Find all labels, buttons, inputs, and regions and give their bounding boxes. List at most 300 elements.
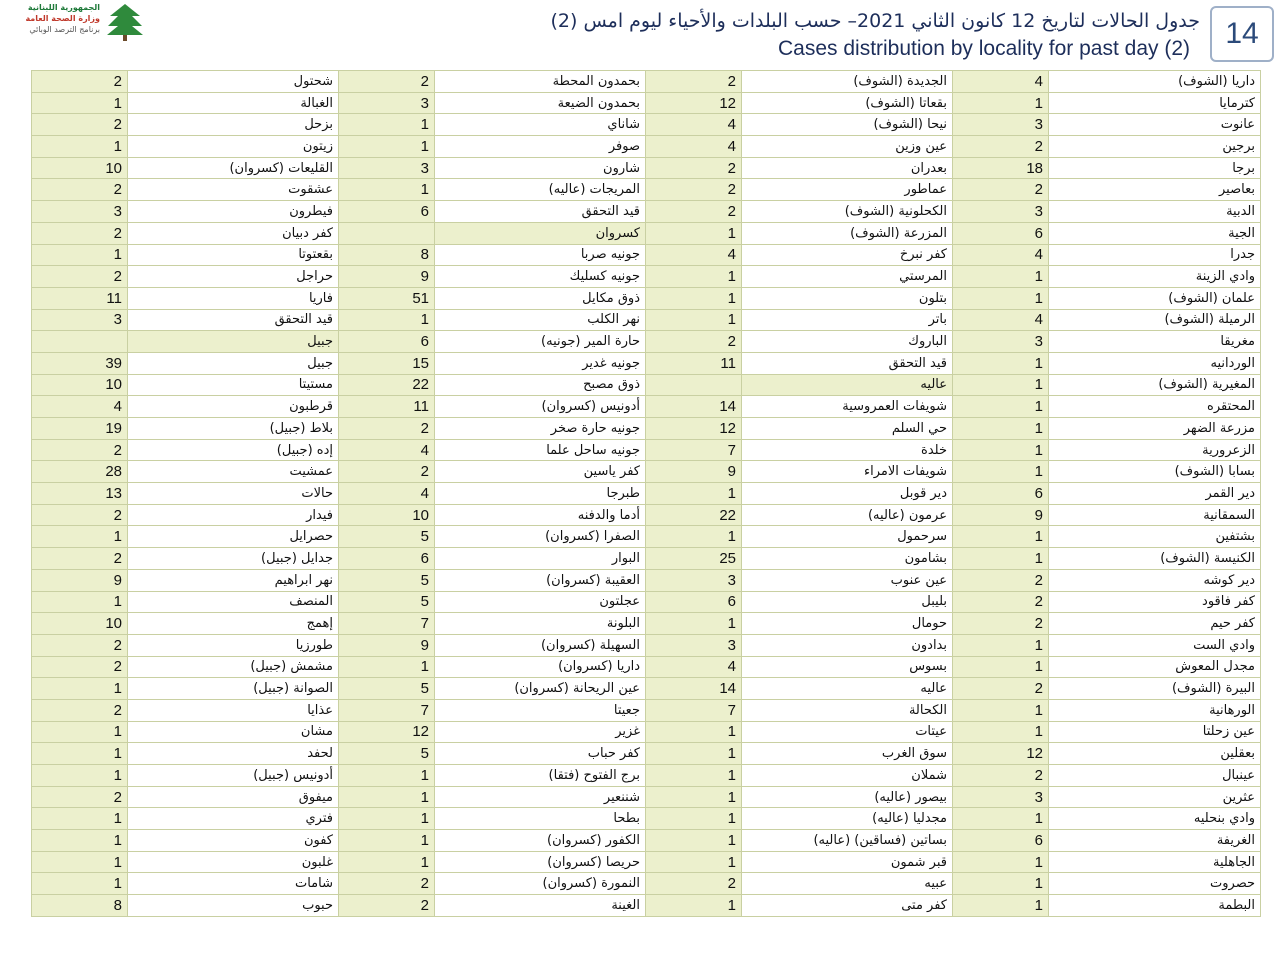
- locality-name-cell: الزعرورية: [1049, 439, 1261, 461]
- case-count-cell: 2: [32, 656, 128, 678]
- table-row: [32, 222, 1261, 244]
- locality-name-cell: وادي بنحليه: [1049, 808, 1261, 830]
- cases-table: [31, 70, 1261, 917]
- locality-name-cell: عينبال: [1049, 765, 1261, 787]
- locality-name-cell: غلبون: [128, 851, 339, 873]
- locality-name-cell: الغينة: [435, 895, 646, 917]
- case-count-cell: 3: [953, 114, 1049, 136]
- locality-name-cell: مشمش (جبيل): [128, 656, 339, 678]
- case-count-cell: 4: [953, 309, 1049, 331]
- locality-name-cell: الغبالة: [128, 92, 339, 114]
- locality-name-cell: بتلون: [742, 287, 953, 309]
- locality-name-cell: عماطور: [742, 179, 953, 201]
- locality-name-cell: الجية: [1049, 222, 1261, 244]
- table-row: [32, 656, 1261, 678]
- case-count-cell: 1: [32, 721, 128, 743]
- locality-name-cell: عاليه: [742, 374, 953, 396]
- case-count-cell: 5: [339, 591, 435, 613]
- table-row: [32, 526, 1261, 548]
- case-count-cell: 2: [953, 678, 1049, 700]
- locality-name-cell: صوفر: [435, 136, 646, 158]
- locality-name-cell: بلاط (جبيل): [128, 418, 339, 440]
- case-count-cell: 6: [339, 331, 435, 353]
- locality-name-cell: فيدار: [128, 504, 339, 526]
- table-row: [32, 374, 1261, 396]
- locality-name-cell: البوار: [435, 548, 646, 570]
- locality-name-cell: المريجات (عاليه): [435, 179, 646, 201]
- locality-name-cell: البيرة (الشوف): [1049, 678, 1261, 700]
- case-count-cell: 2: [339, 461, 435, 483]
- case-count-cell: 19: [32, 418, 128, 440]
- case-count-cell: 9: [32, 569, 128, 591]
- locality-name-cell: جبيل: [128, 331, 339, 353]
- locality-name-cell: كفر حيم: [1049, 613, 1261, 635]
- locality-name-cell: المحتقره: [1049, 396, 1261, 418]
- case-count-cell: 1: [953, 721, 1049, 743]
- locality-name-cell: عين وزين: [742, 136, 953, 158]
- case-count-cell: 2: [32, 634, 128, 656]
- locality-name-cell: بعقلين: [1049, 743, 1261, 765]
- table-row: [32, 721, 1261, 743]
- locality-name-cell: الكنيسة (الشوف): [1049, 548, 1261, 570]
- locality-name-cell: بليبل: [742, 591, 953, 613]
- table-row: [32, 895, 1261, 917]
- locality-name-cell: إده (جبيل): [128, 439, 339, 461]
- case-count-cell: 9: [339, 266, 435, 288]
- locality-name-cell: كفر فاقود: [1049, 591, 1261, 613]
- case-count-cell: 2: [953, 591, 1049, 613]
- case-count-cell: 10: [32, 157, 128, 179]
- table-row: [32, 201, 1261, 223]
- locality-name-cell: سرحمول: [742, 526, 953, 548]
- locality-name-cell: الجاهلية: [1049, 851, 1261, 873]
- case-count-cell: 1: [953, 808, 1049, 830]
- case-count-cell: 1: [953, 92, 1049, 114]
- case-count-cell: 4: [646, 136, 742, 158]
- locality-name-cell: بقعتوتا: [128, 244, 339, 266]
- locality-name-cell: الغريفة: [1049, 830, 1261, 852]
- locality-name-cell: نهر ابراهيم: [128, 569, 339, 591]
- locality-name-cell: حي السلم: [742, 418, 953, 440]
- case-count-cell: 7: [646, 699, 742, 721]
- case-count-cell: 5: [339, 678, 435, 700]
- locality-name-cell: جدايل (جبيل): [128, 548, 339, 570]
- locality-name-cell: فيطرون: [128, 201, 339, 223]
- locality-name-cell: عيتات: [742, 721, 953, 743]
- case-count-cell: 5: [339, 569, 435, 591]
- table-row: [32, 461, 1261, 483]
- locality-name-cell: بحمدون المحطة: [435, 71, 646, 93]
- table-row: [32, 439, 1261, 461]
- case-count-cell: 1: [32, 851, 128, 873]
- locality-name-cell: حصرايل: [128, 526, 339, 548]
- case-count-cell: 1: [32, 244, 128, 266]
- case-count-cell: 2: [953, 179, 1049, 201]
- locality-name-cell: عاليه: [742, 678, 953, 700]
- table-row: [32, 678, 1261, 700]
- locality-name-cell: جونيه حارة صخر: [435, 418, 646, 440]
- case-count-cell: 11: [646, 352, 742, 374]
- table-row: [32, 808, 1261, 830]
- locality-name-cell: عين زحلتا: [1049, 721, 1261, 743]
- case-count-cell: 3: [339, 92, 435, 114]
- org-line-1: الجمهورية اللبنانية: [27, 3, 100, 12]
- case-count-cell: 4: [646, 114, 742, 136]
- case-count-cell: 1: [953, 266, 1049, 288]
- case-count-cell: 1: [646, 895, 742, 917]
- locality-name-cell: الكحالة: [742, 699, 953, 721]
- case-count-cell: 2: [32, 699, 128, 721]
- locality-name-cell: شملان: [742, 765, 953, 787]
- locality-name-cell: برجا: [1049, 157, 1261, 179]
- case-count-cell: 1: [953, 461, 1049, 483]
- case-count-cell: 1: [32, 808, 128, 830]
- locality-name-cell: حراجل: [128, 266, 339, 288]
- case-count-cell: 1: [339, 765, 435, 787]
- locality-name-cell: قيد التحقق: [742, 352, 953, 374]
- case-count-cell: 2: [32, 548, 128, 570]
- locality-name-cell: عين عنوب: [742, 569, 953, 591]
- locality-name-cell: غزير: [435, 721, 646, 743]
- case-count-cell: 3: [32, 201, 128, 223]
- case-count-cell: 1: [32, 526, 128, 548]
- table-row: [32, 136, 1261, 158]
- case-count-cell: 6: [953, 483, 1049, 505]
- locality-name-cell: عجلتون: [435, 591, 646, 613]
- case-count-cell: 4: [646, 244, 742, 266]
- case-count-cell: 2: [953, 765, 1049, 787]
- case-count-cell: 12: [953, 743, 1049, 765]
- locality-name-cell: كفر نبرخ: [742, 244, 953, 266]
- locality-name-cell: الكفور (كسروان): [435, 830, 646, 852]
- locality-name-cell: مجدليا (عاليه): [742, 808, 953, 830]
- case-count-cell: 25: [646, 548, 742, 570]
- case-count-cell: 2: [32, 786, 128, 808]
- case-count-cell: 3: [646, 569, 742, 591]
- locality-name-cell: المغيرية (الشوف): [1049, 374, 1261, 396]
- locality-name-cell: شويفات الامراء: [742, 461, 953, 483]
- case-count-cell: 2: [32, 114, 128, 136]
- case-count-cell: 2: [32, 222, 128, 244]
- case-count-cell: 1: [953, 374, 1049, 396]
- locality-name-cell: زيتون: [128, 136, 339, 158]
- table-row: [32, 765, 1261, 787]
- locality-name-cell: كترمايا: [1049, 92, 1261, 114]
- locality-name-cell: كفر متى: [742, 895, 953, 917]
- case-count-cell: 2: [953, 569, 1049, 591]
- case-count-cell: 1: [32, 678, 128, 700]
- locality-name-cell: جعيتا: [435, 699, 646, 721]
- table-row: [32, 569, 1261, 591]
- case-count-cell: 10: [32, 374, 128, 396]
- page-header: [0, 0, 1280, 66]
- case-count-cell: 1: [32, 830, 128, 852]
- case-count-cell: 1: [953, 548, 1049, 570]
- case-count-cell: 18: [953, 157, 1049, 179]
- case-count-cell: 9: [953, 504, 1049, 526]
- case-count-cell: 1: [32, 743, 128, 765]
- case-count-cell: 1: [339, 179, 435, 201]
- locality-name-cell: مستيتا: [128, 374, 339, 396]
- locality-name-cell: مغريقا: [1049, 331, 1261, 353]
- locality-name-cell: جدرا: [1049, 244, 1261, 266]
- case-count-cell: 5: [339, 526, 435, 548]
- case-count-cell: 1: [339, 136, 435, 158]
- locality-name-cell: قيد التحقق: [435, 201, 646, 223]
- locality-name-cell: بقعاتا (الشوف): [742, 92, 953, 114]
- case-count-cell: 14: [646, 396, 742, 418]
- case-count-cell: 11: [32, 287, 128, 309]
- case-count-cell: 2: [646, 331, 742, 353]
- locality-name-cell: خلدة: [742, 439, 953, 461]
- case-count-cell: 1: [339, 114, 435, 136]
- case-count-cell: 3: [32, 309, 128, 331]
- locality-name-cell: المزرعة (الشوف): [742, 222, 953, 244]
- case-count-cell: 3: [646, 634, 742, 656]
- case-count-cell: 4: [953, 71, 1049, 93]
- locality-name-cell: بحمدون الضيعة: [435, 92, 646, 114]
- case-count-cell: [646, 374, 742, 396]
- locality-name-cell: جبيل: [128, 352, 339, 374]
- locality-name-cell: دير قوبل: [742, 483, 953, 505]
- case-count-cell: 1: [953, 287, 1049, 309]
- locality-name-cell: بدادون: [742, 634, 953, 656]
- locality-name-cell: مشان: [128, 721, 339, 743]
- locality-name-cell: بطحا: [435, 808, 646, 830]
- locality-name-cell: الدبية: [1049, 201, 1261, 223]
- locality-name-cell: القليعات (كسروان): [128, 157, 339, 179]
- locality-name-cell: بيصور (عاليه): [742, 786, 953, 808]
- locality-name-cell: كفون: [128, 830, 339, 852]
- case-count-cell: 1: [339, 656, 435, 678]
- case-count-cell: 5: [339, 743, 435, 765]
- case-count-cell: 6: [339, 548, 435, 570]
- locality-name-cell: ذوق مصبح: [435, 374, 646, 396]
- locality-name-cell: عانوت: [1049, 114, 1261, 136]
- table-row: [32, 71, 1261, 93]
- table-row: [32, 634, 1261, 656]
- case-count-cell: 1: [32, 136, 128, 158]
- table-row: [32, 786, 1261, 808]
- locality-name-cell: شننعير: [435, 786, 646, 808]
- case-count-cell: 3: [339, 157, 435, 179]
- table-row: [32, 244, 1261, 266]
- locality-name-cell: كسروان: [435, 222, 646, 244]
- table-row: [32, 396, 1261, 418]
- case-count-cell: 1: [953, 656, 1049, 678]
- locality-name-cell: وادي الزينة: [1049, 266, 1261, 288]
- table-row: [32, 309, 1261, 331]
- case-count-cell: 14: [646, 678, 742, 700]
- locality-name-cell: برجين: [1049, 136, 1261, 158]
- ministry-name: [8, 2, 100, 35]
- case-count-cell: 1: [646, 287, 742, 309]
- case-count-cell: 8: [339, 244, 435, 266]
- table-row: [32, 266, 1261, 288]
- locality-name-cell: شامات: [128, 873, 339, 895]
- locality-name-cell: الوردانيه: [1049, 352, 1261, 374]
- case-count-cell: 2: [339, 71, 435, 93]
- case-count-cell: 1: [646, 613, 742, 635]
- locality-name-cell: جونيه غدير: [435, 352, 646, 374]
- case-count-cell: 4: [646, 656, 742, 678]
- case-count-cell: 1: [339, 808, 435, 830]
- locality-name-cell: ذوق مكايل: [435, 287, 646, 309]
- case-count-cell: 2: [339, 418, 435, 440]
- locality-name-cell: فتري: [128, 808, 339, 830]
- locality-name-cell: الورهانية: [1049, 699, 1261, 721]
- table-row: [32, 743, 1261, 765]
- locality-name-cell: الصوانة (جبيل): [128, 678, 339, 700]
- case-count-cell: 1: [953, 699, 1049, 721]
- table-row: [32, 504, 1261, 526]
- case-count-cell: 1: [339, 851, 435, 873]
- case-count-cell: 1: [646, 851, 742, 873]
- locality-name-cell: دير كوشه: [1049, 569, 1261, 591]
- locality-name-cell: البلونة: [435, 613, 646, 635]
- table-row: [32, 483, 1261, 505]
- locality-name-cell: عمشيت: [128, 461, 339, 483]
- case-count-cell: 1: [953, 526, 1049, 548]
- case-count-cell: 8: [32, 895, 128, 917]
- locality-name-cell: الجديدة (الشوف): [742, 71, 953, 93]
- table-row: [32, 157, 1261, 179]
- table-row: [32, 613, 1261, 635]
- org-line-2: وزارة الصحة العامة: [25, 14, 100, 23]
- table-row: [32, 591, 1261, 613]
- case-count-cell: 2: [32, 179, 128, 201]
- case-count-cell: 2: [646, 201, 742, 223]
- case-count-cell: 12: [646, 418, 742, 440]
- title-english: Cases distribution by locality for past day (2): [777, 37, 1190, 60]
- case-count-cell: 1: [646, 830, 742, 852]
- case-count-cell: 4: [953, 244, 1049, 266]
- locality-name-cell: السمقانية: [1049, 504, 1261, 526]
- locality-name-cell: ميفوق: [128, 786, 339, 808]
- case-count-cell: 1: [646, 765, 742, 787]
- locality-name-cell: باتر: [742, 309, 953, 331]
- locality-name-cell: حارة المير (جونيه): [435, 331, 646, 353]
- case-count-cell: 1: [953, 634, 1049, 656]
- case-count-cell: 12: [646, 92, 742, 114]
- table-row: [32, 830, 1261, 852]
- case-count-cell: 2: [32, 504, 128, 526]
- case-count-cell: 10: [339, 504, 435, 526]
- table-row: [32, 548, 1261, 570]
- case-count-cell: 1: [646, 222, 742, 244]
- case-count-cell: 2: [339, 873, 435, 895]
- case-count-cell: 13: [32, 483, 128, 505]
- locality-name-cell: طبرجا: [435, 483, 646, 505]
- case-count-cell: 12: [339, 721, 435, 743]
- locality-name-cell: شاناي: [435, 114, 646, 136]
- locality-name-cell: أدونيس (جبيل): [128, 765, 339, 787]
- case-count-cell: 3: [953, 201, 1049, 223]
- case-count-cell: 51: [339, 287, 435, 309]
- case-count-cell: 4: [32, 396, 128, 418]
- locality-name-cell: حالات: [128, 483, 339, 505]
- case-count-cell: 1: [32, 591, 128, 613]
- ministry-logo: [8, 2, 148, 42]
- locality-name-cell: شويفات العمروسية: [742, 396, 953, 418]
- case-count-cell: 1: [646, 526, 742, 548]
- case-count-cell: 1: [953, 439, 1049, 461]
- locality-name-cell: عثرين: [1049, 786, 1261, 808]
- case-count-cell: 10: [32, 613, 128, 635]
- case-count-cell: 1: [646, 743, 742, 765]
- case-count-cell: 39: [32, 352, 128, 374]
- locality-name-cell: كفر حباب: [435, 743, 646, 765]
- case-count-cell: 1: [953, 895, 1049, 917]
- case-count-cell: 1: [339, 830, 435, 852]
- locality-name-cell: عرمون (عاليه): [742, 504, 953, 526]
- case-count-cell: 3: [953, 786, 1049, 808]
- locality-name-cell: إهمج: [128, 613, 339, 635]
- case-count-cell: 1: [646, 309, 742, 331]
- table-row: [32, 179, 1261, 201]
- case-count-cell: [339, 222, 435, 244]
- case-count-cell: 1: [646, 483, 742, 505]
- table-row: [32, 92, 1261, 114]
- locality-name-cell: العقيبة (كسروان): [435, 569, 646, 591]
- locality-name-cell: الكحلونية (الشوف): [742, 201, 953, 223]
- locality-name-cell: الباروك: [742, 331, 953, 353]
- table-row: [32, 114, 1261, 136]
- locality-name-cell: بشامون: [742, 548, 953, 570]
- table-row: [32, 352, 1261, 374]
- case-count-cell: 2: [32, 71, 128, 93]
- locality-name-cell: كفر ياسين: [435, 461, 646, 483]
- page-number: 14: [1210, 6, 1274, 62]
- locality-name-cell: وادي الست: [1049, 634, 1261, 656]
- case-count-cell: 1: [953, 873, 1049, 895]
- locality-name-cell: عذايا: [128, 699, 339, 721]
- case-count-cell: 22: [646, 504, 742, 526]
- case-count-cell: 1: [646, 786, 742, 808]
- locality-name-cell: المنصف: [128, 591, 339, 613]
- locality-name-cell: الصفرا (كسروان): [435, 526, 646, 548]
- case-count-cell: 6: [953, 830, 1049, 852]
- locality-name-cell: مجدل المعوش: [1049, 656, 1261, 678]
- locality-name-cell: جونيه ساحل علما: [435, 439, 646, 461]
- table-row: [32, 331, 1261, 353]
- case-count-cell: 1: [953, 352, 1049, 374]
- locality-name-cell: بساتين (فساقين) (عاليه): [742, 830, 953, 852]
- case-count-cell: 1: [32, 873, 128, 895]
- locality-name-cell: بشتفين: [1049, 526, 1261, 548]
- case-count-cell: 7: [646, 439, 742, 461]
- table-row: [32, 418, 1261, 440]
- locality-name-cell: بعاصير: [1049, 179, 1261, 201]
- locality-name-cell: برج الفتوح (فتقا): [435, 765, 646, 787]
- locality-name-cell: حصروت: [1049, 873, 1261, 895]
- title-arabic: جدول الحالات لتاريخ 12 كانون الثاني 2021– حسب البلدات والأحياء ليوم امس (2): [550, 10, 1200, 32]
- locality-name-cell: بسابا (الشوف): [1049, 461, 1261, 483]
- locality-name-cell: مزرعة الضهر: [1049, 418, 1261, 440]
- case-count-cell: 2: [646, 157, 742, 179]
- case-count-cell: 22: [339, 374, 435, 396]
- case-count-cell: 1: [339, 786, 435, 808]
- case-count-cell: 2: [339, 895, 435, 917]
- locality-name-cell: كفر دبيان: [128, 222, 339, 244]
- locality-name-cell: بعدران: [742, 157, 953, 179]
- cedar-logo-icon: [104, 2, 146, 42]
- case-count-cell: 2: [953, 136, 1049, 158]
- table-row: [32, 699, 1261, 721]
- locality-name-cell: بزحل: [128, 114, 339, 136]
- case-count-cell: 4: [339, 439, 435, 461]
- case-count-cell: 15: [339, 352, 435, 374]
